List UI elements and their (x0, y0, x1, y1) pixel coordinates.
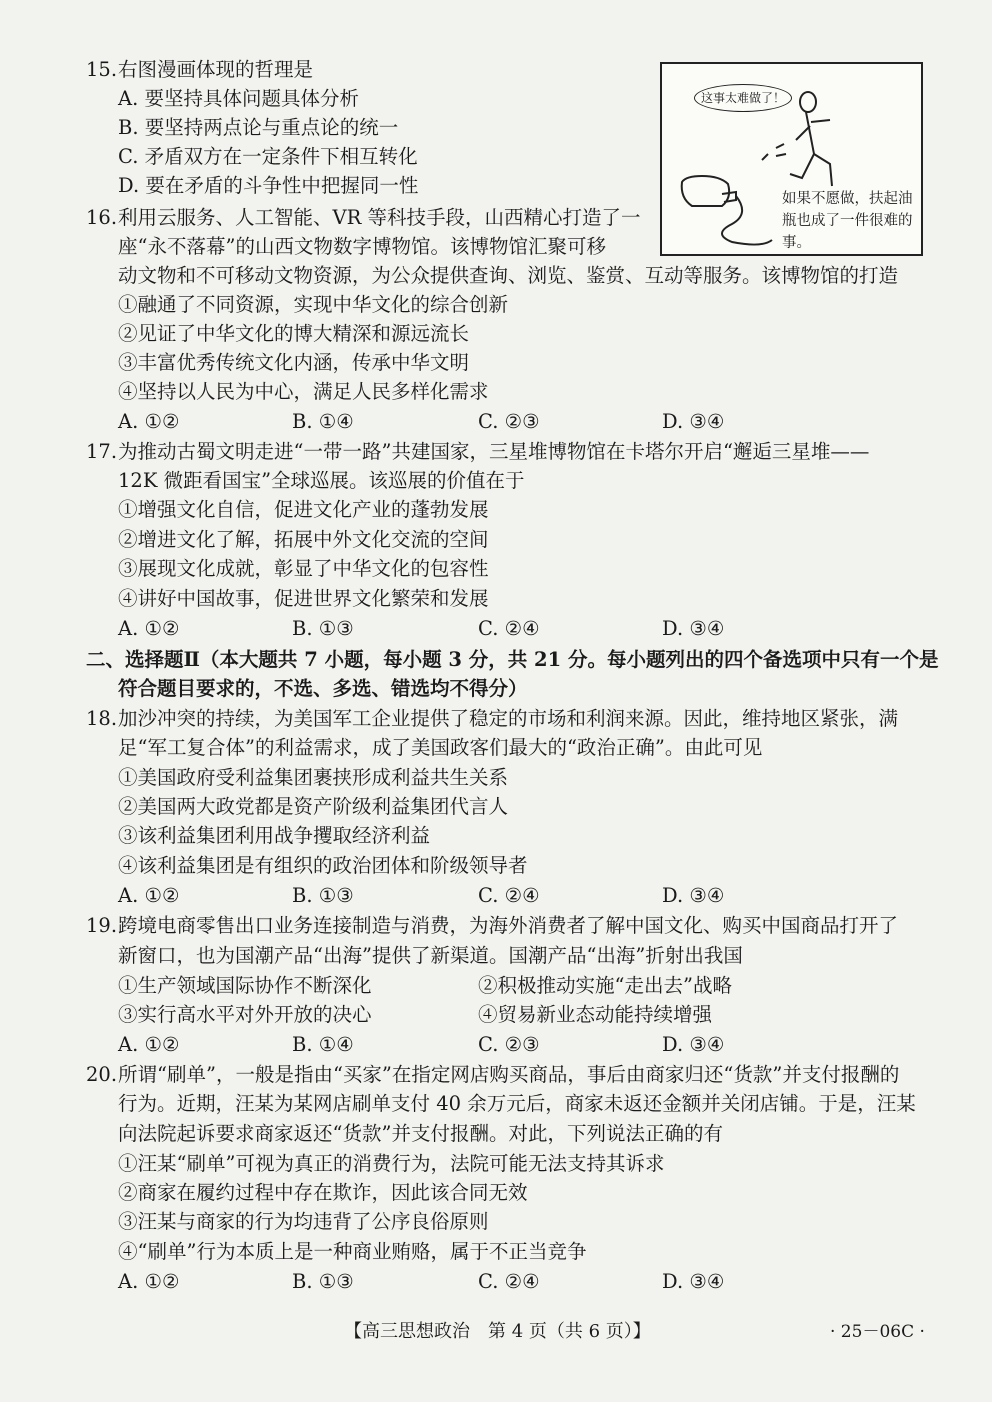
q19-option-c: C. ②③ (478, 1033, 540, 1056)
q17-stem-line1: 为推动古蜀文明走进“一带一路”共建国家，三星堆博物馆在卡塔尔开启“邂逅三星堆—— (118, 440, 870, 463)
q19-stem-line2: 新窗口，也为国潮产品“出海”提供了新渠道。国潮产品“出海”折射出我国 (118, 944, 743, 967)
q17-statement-1: ①增强文化自信，促进文化产业的蓬勃发展 (118, 498, 489, 521)
q20-number: 20. (86, 1063, 118, 1086)
q16-number: 16. (86, 206, 118, 229)
q20-statement-1: ①汪某“刷单”可视为真正的消费行为，法院可能无法支持其诉求 (118, 1152, 665, 1175)
q19-statement-1: ①生产领域国际协作不断深化 (118, 974, 372, 997)
q17-option-b: B. ①③ (292, 617, 354, 640)
q19-statement-2: ②积极推动实施“走出去”战略 (478, 974, 732, 997)
q16-stem-line3: 动文物和不可移动文物资源，为公众提供查询、浏览、鉴赏、互动等服务。该博物馆的打造 (118, 264, 899, 287)
q16-stem-line1: 利用云服务、人工智能、VR 等科技手段，山西精心打造了一 (118, 206, 641, 229)
q20-option-a: A. ①② (118, 1270, 180, 1293)
section-2-heading-line1: 二、选择题Ⅱ（本大题共 7 小题，每小题 3 分，共 21 分。每小题列出的四个备选项中只有一个是 (86, 648, 939, 671)
q17-option-d: D. ③④ (662, 617, 725, 640)
q19-option-b: B. ①④ (292, 1033, 354, 1056)
speech-bubble: 这事太难做了！ (694, 84, 792, 112)
q18-stem-line2: 足“军工复合体”的利益需求，成了美国政客们最大的“政治正确”。由此可见 (118, 736, 763, 759)
oil-bottle-icon (682, 176, 772, 245)
q20-option-d: D. ③④ (662, 1270, 725, 1293)
q20-statement-3: ③汪某与商家的行为均违背了公序良俗原则 (118, 1210, 489, 1233)
q18-option-d: D. ③④ (662, 884, 725, 907)
q18-number: 18. (86, 707, 118, 730)
q16-option-c: C. ②③ (478, 410, 540, 433)
q15-option-d: D. 要在矛盾的斗争性中把握同一性 (118, 174, 419, 197)
q17-statement-3: ③展现文化成就，彰显了中华文化的包容性 (118, 557, 489, 580)
q15-number: 15. (86, 58, 118, 81)
q16-statement-1: ①融通了不同资源，实现中华文化的综合创新 (118, 293, 509, 316)
page-footer: 【高三思想政治 第 4 页（共 6 页）】 (344, 1321, 651, 1342)
q19-statement-4: ④贸易新业态动能持续增强 (478, 1003, 713, 1026)
q20-option-c: C. ②④ (478, 1270, 540, 1293)
q18-statement-4: ④该利益集团是有组织的政治团体和阶级领导者 (118, 854, 528, 877)
q20-stem-line1: 所谓“刷单”，一般是指由“买家”在指定网店购买商品，事后由商家归还“货款”并支付报酬的 (118, 1063, 900, 1086)
section-2-heading-line2: 符合题目要求的，不选、多选、错选均不得分） (118, 677, 528, 700)
q18-option-b: B. ①③ (292, 884, 354, 907)
q15-stem: 右图漫画体现的哲理是 (118, 58, 314, 81)
q17-statement-2: ②增进文化了解，拓展中外文化交流的空间 (118, 528, 489, 551)
q18-stem-line1: 加沙冲突的持续，为美国军工企业提供了稳定的市场和利润来源。因此，维持地区紧张，满 (118, 707, 899, 730)
q20-statement-2: ②商家在履约过程中存在欺诈，因此该合同无效 (118, 1181, 528, 1204)
q15-option-a: A. 要坚持具体问题具体分析 (118, 87, 359, 110)
q16-statement-2: ②见证了中华文化的博大精深和源远流长 (118, 322, 470, 345)
q19-statement-3: ③实行高水平对外开放的决心 (118, 1003, 372, 1026)
cartoon-caption: 如果不愿做，扶起油瓶也成了一件很难的事。 (782, 191, 913, 251)
q15-option-c: C. 矛盾双方在一定条件下相互转化 (118, 145, 418, 168)
q18-option-a: A. ①② (118, 884, 180, 907)
q16-option-d: D. ③④ (662, 410, 725, 433)
q19-number: 19. (86, 914, 118, 937)
cartoon-illustration (660, 62, 923, 256)
q19-stem-line1: 跨境电商零售出口业务连接制造与消费，为海外消费者了解中国文化、购买中国商品打开了 (118, 914, 899, 937)
q18-option-c: C. ②④ (478, 884, 540, 907)
q20-stem-line2: 行为。近期，汪某为某网店刷单支付 40 余万元后，商家未返还金额并关闭店铺。于是，汪某 (118, 1092, 916, 1115)
q20-statement-4: ④“刷单”行为本质上是一种商业贿赂，属于不正当竞争 (118, 1240, 587, 1263)
q18-statement-3: ③该利益集团利用战争攫取经济利益 (118, 824, 431, 847)
exam-code: · 25－06C · (830, 1322, 925, 1342)
q16-statement-4: ④坚持以人民为中心，满足人民多样化需求 (118, 380, 489, 403)
q16-option-b: B. ①④ (292, 410, 354, 433)
q16-stem-line2: 座“永不落幕”的山西文物数字博物馆。该博物馆汇聚可移 (118, 235, 606, 258)
q17-option-c: C. ②④ (478, 617, 540, 640)
q19-option-a: A. ①② (118, 1033, 180, 1056)
q19-option-d: D. ③④ (662, 1033, 725, 1056)
q18-statement-2: ②美国两大政党都是资产阶级利益集团代言人 (118, 795, 509, 818)
q16-statement-3: ③丰富优秀传统文化内涵，传承中华文明 (118, 351, 470, 374)
q18-statement-1: ①美国政府受利益集团裹挟形成利益共生关系 (118, 766, 509, 789)
q17-stem-line2: 12K 微距看国宝”全球巡展。该巡展的价值在于 (118, 469, 525, 492)
q17-number: 17. (86, 440, 118, 463)
q20-option-b: B. ①③ (292, 1270, 354, 1293)
q15-option-b: B. 要坚持两点论与重点论的统一 (118, 116, 399, 139)
q17-statement-4: ④讲好中国故事，促进世界文化繁荣和发展 (118, 587, 489, 610)
q16-option-a: A. ①② (118, 410, 180, 433)
q20-stem-line3: 向法院起诉要求商家返还“货款”并支付报酬。对此，下列说法正确的有 (118, 1122, 723, 1145)
running-figure-icon (762, 92, 832, 186)
q17-option-a: A. ①② (118, 617, 180, 640)
